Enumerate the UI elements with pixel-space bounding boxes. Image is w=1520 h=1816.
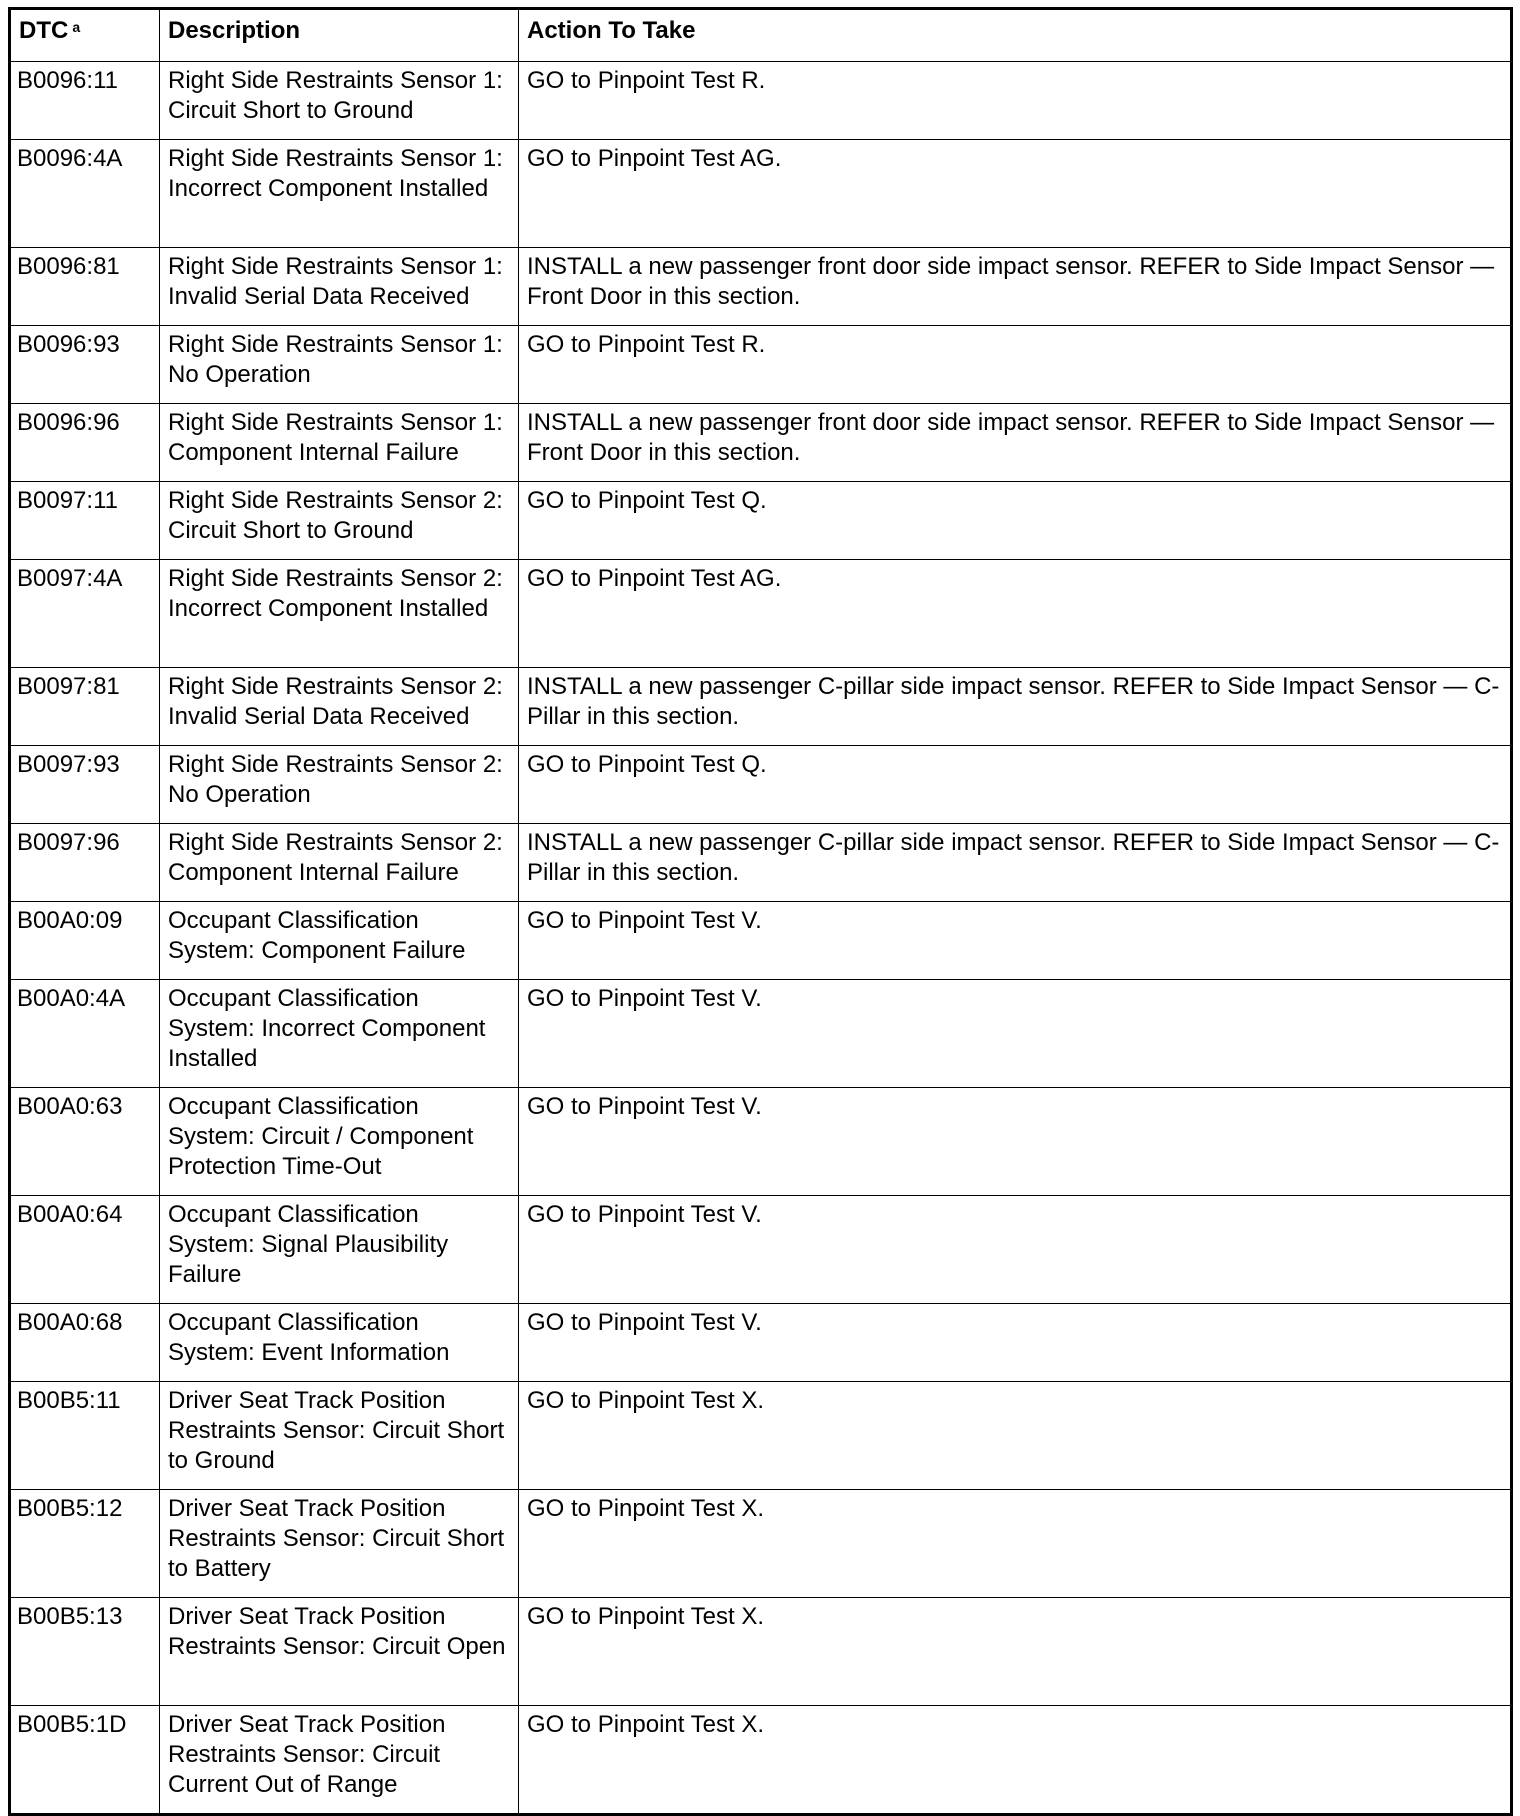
cell-description: Right Side Restraints Sensor 2: Circuit Short to Ground [160, 482, 519, 560]
cell-action: GO to Pinpoint Test V. [519, 902, 1512, 980]
table-row [10, 980, 1512, 1088]
cell-description: Right Side Restraints Sensor 1: Circuit Short to Ground [160, 62, 519, 140]
table-row [10, 902, 1512, 980]
cell-description: Right Side Restraints Sensor 1: Component Internal Failure [160, 404, 519, 482]
table-row [10, 1088, 1512, 1196]
dtc-table [8, 7, 1513, 1816]
cell-description: Right Side Restraints Sensor 2: Component Internal Failure [160, 824, 519, 902]
header-dtc [10, 9, 160, 62]
cell-description: Occupant Classification System: Incorrect Component Installed [160, 980, 519, 1088]
cell-description: Right Side Restraints Sensor 1: No Operation [160, 326, 519, 404]
cell-description: Occupant Classification System: Circuit / Component Protection Time-Out [160, 1088, 519, 1196]
cell-action: GO to Pinpoint Test V. [519, 1088, 1512, 1196]
cell-action: GO to Pinpoint Test V. [519, 1304, 1512, 1382]
cell-action: GO to Pinpoint Test AG. [519, 140, 1512, 248]
cell-description: Driver Seat Track Position Restraints Sensor: Circuit Short to Ground [160, 1382, 519, 1490]
table-row [10, 326, 1512, 404]
cell-dtc: B0097:96 [10, 824, 160, 902]
table-row [10, 1304, 1512, 1382]
cell-action: GO to Pinpoint Test AG. [519, 560, 1512, 668]
cell-action: GO to Pinpoint Test V. [519, 980, 1512, 1088]
cell-action: INSTALL a new passenger C-pillar side impact sensor. REFER to Side Impact Sensor — C-Pillar in this section. [519, 824, 1512, 902]
cell-description: Driver Seat Track Position Restraints Sensor: Circuit Short to Battery [160, 1490, 519, 1598]
cell-action: GO to Pinpoint Test X. [519, 1490, 1512, 1598]
cell-dtc: B00B5:13 [10, 1598, 160, 1706]
cell-dtc: B00B5:1D [10, 1706, 160, 1815]
cell-description: Right Side Restraints Sensor 2: Invalid Serial Data Received [160, 668, 519, 746]
cell-dtc: B0096:4A [10, 140, 160, 248]
header-action: Action To Take [519, 9, 1512, 62]
cell-dtc: B0097:4A [10, 560, 160, 668]
cell-dtc: B00A0:63 [10, 1088, 160, 1196]
cell-dtc: B0096:81 [10, 248, 160, 326]
cell-dtc: B00B5:11 [10, 1382, 160, 1490]
table-row [10, 482, 1512, 560]
header-row [10, 9, 1512, 62]
header-dtc-footnote: a [72, 19, 81, 35]
table-row [10, 248, 1512, 326]
cell-action: GO to Pinpoint Test Q. [519, 746, 1512, 824]
table-body [10, 62, 1512, 1815]
cell-description: Right Side Restraints Sensor 2: No Operation [160, 746, 519, 824]
cell-action: GO to Pinpoint Test X. [519, 1706, 1512, 1815]
table-row [10, 404, 1512, 482]
cell-description: Driver Seat Track Position Restraints Sensor: Circuit Current Out of Range [160, 1706, 519, 1815]
cell-dtc: B0097:11 [10, 482, 160, 560]
cell-dtc: B0096:96 [10, 404, 160, 482]
header-description: Description [160, 9, 519, 62]
cell-dtc: B00A0:09 [10, 902, 160, 980]
cell-dtc: B0096:11 [10, 62, 160, 140]
cell-description: Occupant Classification System: Signal Plausibility Failure [160, 1196, 519, 1304]
cell-action: GO to Pinpoint Test X. [519, 1382, 1512, 1490]
cell-action: INSTALL a new passenger C-pillar side impact sensor. REFER to Side Impact Sensor — C-Pillar in this section. [519, 668, 1512, 746]
table-row [10, 560, 1512, 668]
header-dtc-label: DTC [19, 17, 69, 44]
table-row [10, 140, 1512, 248]
cell-dtc: B0097:81 [10, 668, 160, 746]
table-row [10, 746, 1512, 824]
cell-description: Right Side Restraints Sensor 1: Incorrect Component Installed [160, 140, 519, 248]
table-row [10, 1490, 1512, 1598]
table-row [10, 62, 1512, 140]
table-row [10, 1196, 1512, 1304]
cell-action: GO to Pinpoint Test V. [519, 1196, 1512, 1304]
cell-dtc: B0097:93 [10, 746, 160, 824]
cell-dtc: B00A0:64 [10, 1196, 160, 1304]
table-row [10, 824, 1512, 902]
cell-description: Right Side Restraints Sensor 2: Incorrect Component Installed [160, 560, 519, 668]
cell-dtc: B00B5:12 [10, 1490, 160, 1598]
table-row [10, 1382, 1512, 1490]
cell-description: Occupant Classification System: Event Information [160, 1304, 519, 1382]
cell-action: INSTALL a new passenger front door side impact sensor. REFER to Side Impact Sensor — Front Door in this section. [519, 404, 1512, 482]
table-row [10, 668, 1512, 746]
cell-dtc: B00A0:4A [10, 980, 160, 1088]
table-row [10, 1598, 1512, 1706]
cell-action: GO to Pinpoint Test Q. [519, 482, 1512, 560]
cell-dtc: B0096:93 [10, 326, 160, 404]
cell-description: Occupant Classification System: Component Failure [160, 902, 519, 980]
cell-description: Right Side Restraints Sensor 1: Invalid Serial Data Received [160, 248, 519, 326]
cell-action: INSTALL a new passenger front door side impact sensor. REFER to Side Impact Sensor — Front Door in this section. [519, 248, 1512, 326]
table-row [10, 1706, 1512, 1815]
cell-action: GO to Pinpoint Test R. [519, 62, 1512, 140]
cell-action: GO to Pinpoint Test X. [519, 1598, 1512, 1706]
cell-dtc: B00A0:68 [10, 1304, 160, 1382]
cell-description: Driver Seat Track Position Restraints Sensor: Circuit Open [160, 1598, 519, 1706]
cell-action: GO to Pinpoint Test R. [519, 326, 1512, 404]
